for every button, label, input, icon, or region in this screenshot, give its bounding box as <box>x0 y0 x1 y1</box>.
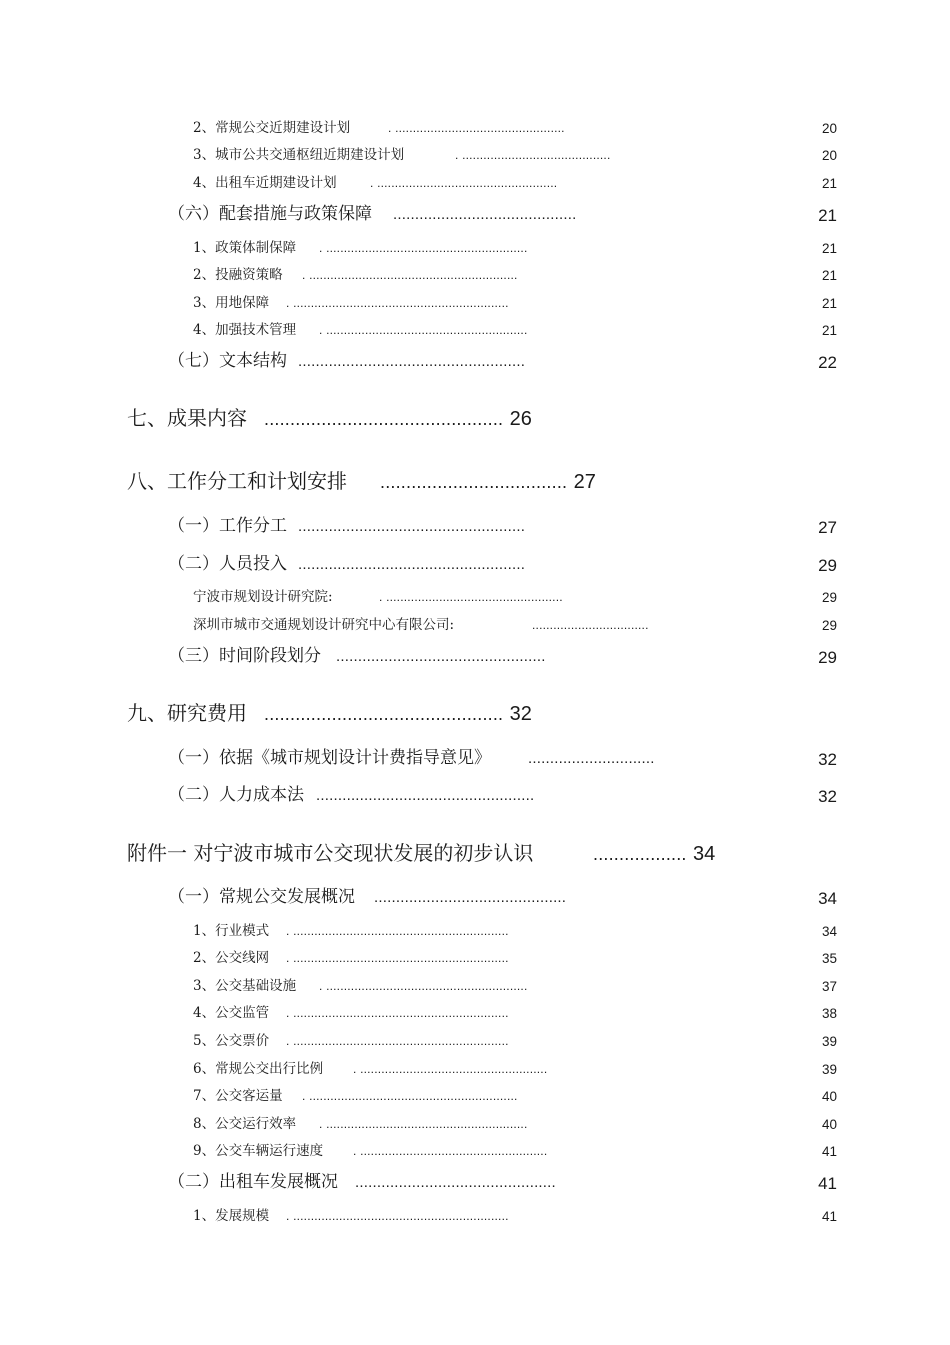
toc-entry-title: 4、公交监管 <box>193 1005 270 1021</box>
toc-leader-dots: . ................................................ <box>388 121 565 135</box>
toc-entry-title: 3、用地保障 <box>193 295 270 311</box>
toc-leader-dots: .................................... <box>380 472 568 492</box>
toc-entry[interactable] <box>193 149 611 163</box>
toc-page-number: 27 <box>818 518 837 537</box>
toc-entry-title: 3、城市公共交通枢纽近期建设计划 <box>193 147 405 163</box>
toc-entry[interactable] <box>168 556 525 573</box>
toc-entry-title: 7、公交客运量 <box>193 1088 283 1104</box>
toc-leader-dots: . ......................................................... <box>319 1117 528 1131</box>
toc-entry-title: 宁波市规划设计研究院: <box>193 589 333 605</box>
toc-leader-dots: . .......................................... <box>455 148 611 162</box>
toc-entry[interactable] <box>127 843 715 864</box>
toc-page-number: 41 <box>818 1174 837 1193</box>
toc-entry-title: 深圳市城市交通规划设计研究中心有限公司: <box>193 617 455 633</box>
toc-leader-dots: .................................................. <box>316 787 535 804</box>
toc-entry-title: 3、公交基础设施 <box>193 978 297 994</box>
toc-page-number: 26 <box>509 408 532 430</box>
toc-entry-title: 2、公交线网 <box>193 950 270 966</box>
toc-entry-title: （一）常规公交发展概况 <box>168 887 355 907</box>
toc-page-number: 29 <box>821 590 837 605</box>
toc-entry-title: 4、加强技术管理 <box>193 322 297 338</box>
toc-leader-dots: .............................................. <box>355 1174 556 1191</box>
toc-entry[interactable] <box>193 324 528 338</box>
toc-entry-title: （一）依据《城市规划设计计费指导意见》 <box>168 748 491 768</box>
toc-entry-title: （三）时间阶段划分 <box>168 646 321 666</box>
toc-page-number: 38 <box>821 1006 837 1021</box>
toc-page-number: 39 <box>821 1062 837 1077</box>
toc-leader-dots: . ......................................................... <box>319 241 528 255</box>
toc-entry[interactable] <box>168 889 566 906</box>
toc-entry[interactable] <box>168 787 534 804</box>
toc-entry[interactable] <box>193 1063 547 1077</box>
toc-leader-dots: . ..................................................... <box>353 1062 548 1076</box>
toc-page-number: 21 <box>821 323 837 338</box>
toc-leader-dots: .................................................... <box>298 556 526 573</box>
toc-leader-dots: .......................................... <box>393 206 577 223</box>
toc-entry[interactable] <box>193 1035 509 1049</box>
toc-leader-dots: ................................. <box>532 618 649 632</box>
toc-entry-title: 九、研究费用 <box>127 701 247 725</box>
toc-entry[interactable] <box>193 952 509 966</box>
toc-leader-dots: .................. <box>593 844 687 864</box>
toc-entry[interactable] <box>168 1174 556 1191</box>
toc-entry[interactable] <box>168 353 525 370</box>
toc-page-number: 41 <box>821 1209 837 1224</box>
toc-leader-dots: . ........................................................... <box>302 1089 518 1103</box>
toc-leader-dots: ............................. <box>528 750 655 767</box>
toc-leader-dots: . ..................................................... <box>353 1144 548 1158</box>
toc-entry-title: 5、公交票价 <box>193 1033 270 1049</box>
toc-page-number: 32 <box>818 750 837 769</box>
toc-page-number: 40 <box>821 1089 837 1104</box>
toc-leader-dots: . ........................................................... <box>302 268 518 282</box>
toc-page-number: 39 <box>821 1034 837 1049</box>
toc-page-number: 20 <box>821 121 837 136</box>
toc-entry-title: 1、政策体制保障 <box>193 240 297 256</box>
toc-leader-dots: . ............................................................. <box>286 1006 509 1020</box>
toc-entry[interactable] <box>193 1145 547 1159</box>
toc-page-number: 21 <box>821 241 837 256</box>
toc-entry[interactable] <box>193 269 518 283</box>
toc-page-number: 29 <box>818 648 837 667</box>
toc-leader-dots: . ............................................................. <box>286 296 509 310</box>
toc-entry[interactable] <box>193 1118 528 1132</box>
toc-page-number: 29 <box>818 556 837 575</box>
toc-page-number: 34 <box>692 843 716 865</box>
toc-entry-title: 八、工作分工和计划安排 <box>127 469 347 493</box>
toc-page-number: 20 <box>821 148 837 163</box>
toc-entry[interactable] <box>193 1007 509 1021</box>
toc-entry-title: 1、行业模式 <box>193 923 270 939</box>
toc-entry-title: 2、投融资策略 <box>193 267 283 283</box>
toc-entry[interactable] <box>193 980 528 994</box>
toc-page-number: 21 <box>821 176 837 191</box>
toc-leader-dots: .............................................. <box>264 409 504 429</box>
toc-entry[interactable] <box>193 619 649 633</box>
toc-entry[interactable] <box>193 177 557 191</box>
toc-entry-title: 1、发展规模 <box>193 1208 270 1224</box>
toc-entry[interactable] <box>193 1210 509 1224</box>
toc-entry[interactable] <box>168 750 655 767</box>
toc-entry-title: 附件一 对宁波市城市公交现状发展的初步认识 <box>127 841 534 865</box>
toc-entry[interactable] <box>127 408 532 429</box>
toc-page-number: 21 <box>821 268 837 283</box>
toc-leader-dots: . ............................................................. <box>286 924 509 938</box>
toc-leader-dots: . ......................................................... <box>319 323 528 337</box>
toc-entry-title: 4、出租车近期建设计划 <box>193 175 337 191</box>
toc-entry-title: （二）出租车发展概况 <box>168 1172 338 1192</box>
toc-page-number: 40 <box>821 1117 837 1132</box>
toc-leader-dots: . ......................................................... <box>319 979 528 993</box>
toc-page-number: 32 <box>818 787 837 806</box>
toc-entry-title: 七、成果内容 <box>127 406 247 430</box>
toc-page-number: 41 <box>821 1144 837 1159</box>
toc-entry-title: 8、公交运行效率 <box>193 1116 297 1132</box>
toc-page-number: 29 <box>821 618 837 633</box>
toc-leader-dots: .................................................... <box>298 353 526 370</box>
toc-leader-dots: . ............................................................. <box>286 951 509 965</box>
toc-entry[interactable] <box>193 591 563 605</box>
toc-leader-dots: ................................................ <box>336 648 546 665</box>
toc-leader-dots: ............................................ <box>374 889 567 906</box>
toc-entry-title: （一）工作分工 <box>168 516 287 536</box>
toc-page-number: 22 <box>818 353 837 372</box>
toc-page-number: 35 <box>821 951 837 966</box>
toc-entry-title: （二）人员投入 <box>168 554 287 574</box>
toc-page-number: 21 <box>818 206 837 225</box>
toc-page-number: 27 <box>573 471 596 493</box>
toc-entry[interactable] <box>193 122 565 136</box>
toc-entry-title: （六）配套措施与政策保障 <box>168 204 372 224</box>
toc-page-number: 32 <box>509 703 532 725</box>
toc-leader-dots: . ............................................................. <box>286 1209 509 1223</box>
toc-leader-dots: . ................................................... <box>370 176 558 190</box>
toc-entry[interactable] <box>127 703 532 724</box>
toc-entry-title: 6、常规公交出行比例 <box>193 1061 324 1077</box>
toc-entry[interactable] <box>168 206 576 223</box>
toc-entry[interactable] <box>193 925 509 939</box>
toc-page-number: 37 <box>821 979 837 994</box>
toc-page-number: 34 <box>821 924 837 939</box>
toc-leader-dots: . .................................................. <box>379 590 563 604</box>
toc-entry[interactable] <box>193 297 509 311</box>
toc-entry-title: （二）人力成本法 <box>168 785 304 805</box>
toc-entry[interactable] <box>127 471 596 492</box>
toc-entry-title: 2、常规公交近期建设计划 <box>193 120 351 136</box>
toc-entry[interactable] <box>193 1090 518 1104</box>
toc-page-number: 21 <box>821 296 837 311</box>
toc-entry[interactable] <box>168 648 546 665</box>
toc-leader-dots: . ............................................................. <box>286 1034 509 1048</box>
toc-entry[interactable] <box>193 242 528 256</box>
toc-leader-dots: .................................................... <box>298 518 526 535</box>
toc-entry-title: 9、公交车辆运行速度 <box>193 1143 324 1159</box>
toc-page-number: 34 <box>818 889 837 908</box>
toc-entry-title: （七）文本结构 <box>168 351 287 371</box>
toc-leader-dots: .............................................. <box>264 704 504 724</box>
toc-entry[interactable] <box>168 518 525 535</box>
